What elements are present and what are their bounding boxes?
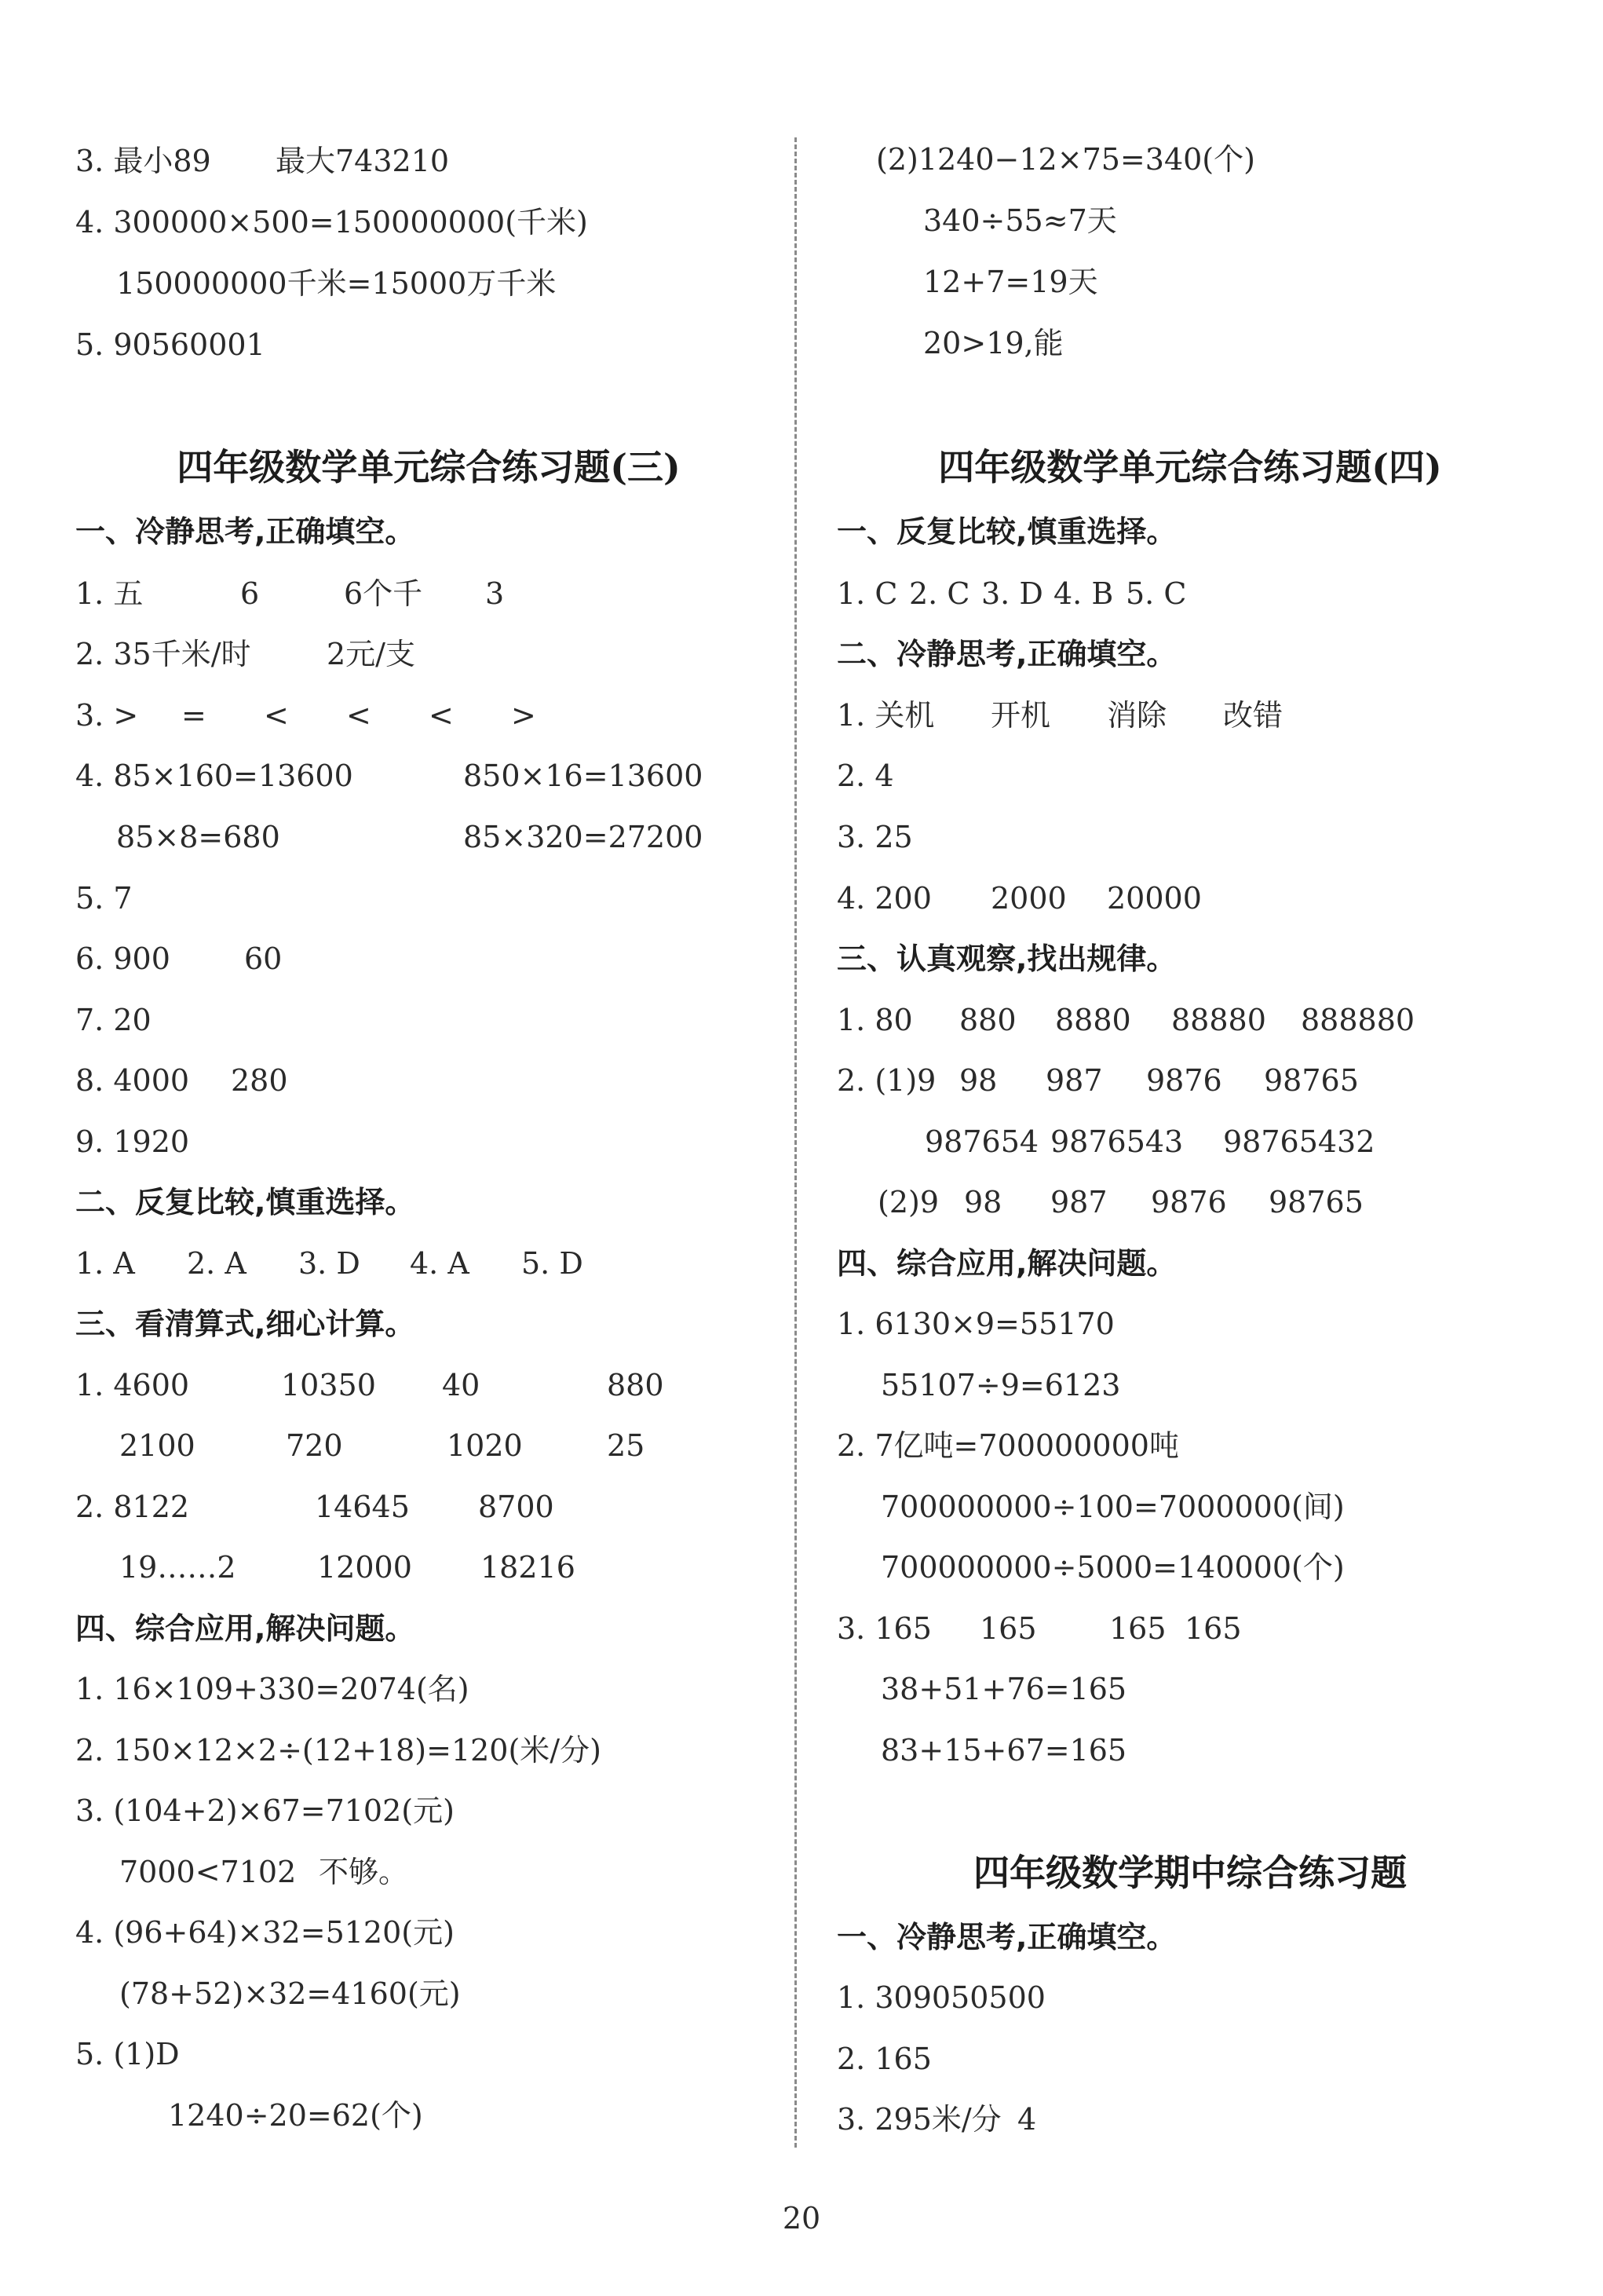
answer-line: 3. 25 — [837, 820, 913, 854]
answer-line: 1. C 2. C 3. D 4. B 5. C — [837, 576, 1187, 611]
answer-line: 4. 200 2000 20000 — [837, 881, 1202, 916]
answer-line: 2. 4 — [837, 759, 894, 793]
answer-line: 2100 720 1020 25 — [119, 1428, 645, 1463]
answer-line: 1. A 2. A 3. D 4. A 5. D — [75, 1246, 583, 1281]
answer-line: 3. 165 165 165 165 — [837, 1611, 1242, 1646]
section-heading: 一、反复比较,慎重选择。 — [837, 514, 1177, 549]
answer-line: 3. 295米/分 4 — [837, 2102, 1037, 2137]
section-heading: 三、认真观察,找出规律。 — [837, 941, 1177, 976]
answer-line: 1. 16×109+330=2074(名) — [75, 1672, 469, 1706]
answer-line: 3. > = < < < > — [75, 698, 536, 733]
section-heading: 一、冷静思考,正确填空。 — [837, 1920, 1177, 1954]
answer-line: 1. 80 880 8880 88880 888880 — [837, 1003, 1415, 1037]
answer-line: 2. 150×12×2÷(12+18)=120(米/分) — [75, 1733, 601, 1768]
section-title: 四年级数学单元综合练习题(三) — [177, 446, 681, 488]
section-title: 四年级数学单元综合练习题(四) — [938, 446, 1442, 488]
answer-line: (2)9 98 987 9876 98765 — [878, 1185, 1364, 1219]
answer-line: 2. 165 — [837, 2042, 932, 2076]
answer-line: 7. 20 — [75, 1003, 152, 1037]
answer-line: (78+52)×32=4160(元) — [119, 1976, 461, 2011]
answer-line: 1. 关机 开机 消除 改错 — [837, 698, 1283, 733]
answer-line: 150000000千米=15000万千米 — [116, 266, 557, 301]
answer-line: 4. 85×160=13600 850×16=13600 — [75, 759, 703, 793]
answer-line: 1. 309050500 — [837, 1980, 1046, 2015]
answer-line: 9. 1920 — [75, 1124, 190, 1159]
section-heading: 四、综合应用,解决问题。 — [75, 1611, 415, 1646]
answer-line: 2. 35千米/时 2元/支 — [75, 637, 415, 671]
answer-line: 8. 4000 280 — [75, 1063, 288, 1098]
section-heading: 三、看清算式,细心计算。 — [75, 1307, 415, 1341]
answer-line: 55107÷9=6123 — [881, 1368, 1121, 1402]
answer-line: 7000<7102 不够。 — [119, 1855, 409, 1889]
answer-line: 2. 8122 14645 8700 — [75, 1490, 554, 1524]
answer-line: 85×8=680 85×320=27200 — [116, 820, 703, 854]
answer-line: 700000000÷5000=140000(个) — [881, 1550, 1345, 1585]
answer-line: 2. 7亿吨=700000000吨 — [837, 1428, 1179, 1463]
section-heading: 二、冷静思考,正确填空。 — [837, 637, 1177, 671]
answer-line: 19……2 12000 18216 — [119, 1550, 575, 1585]
answer-line: 1. 五 6 6个千 3 — [75, 576, 505, 611]
section-heading: 四、综合应用,解决问题。 — [837, 1246, 1177, 1281]
answer-line: 700000000÷100=7000000(间) — [881, 1490, 1345, 1524]
answer-line: 5. 90560001 — [75, 327, 265, 362]
answer-line: 5. 7 — [75, 881, 133, 916]
section-heading: 二、反复比较,慎重选择。 — [75, 1185, 415, 1219]
answer-line: 1240÷20=62(个) — [168, 2098, 423, 2133]
answer-line: 83+15+67=165 — [881, 1733, 1127, 1768]
answer-line: 3. (104+2)×67=7102(元) — [75, 1793, 455, 1828]
answer-line: 2. (1)9 98 987 9876 98765 — [837, 1063, 1359, 1098]
answer-line: 1. 6130×9=55170 — [837, 1307, 1115, 1341]
section-title: 四年级数学期中综合练习题 — [973, 1852, 1407, 1894]
answer-line: 6. 900 60 — [75, 941, 283, 976]
answer-line: 3. 最小89 最大743210 — [75, 144, 450, 178]
answer-line: (2)1240−12×75=340(个) — [876, 142, 1255, 177]
answer-line: 987654 9876543 98765432 — [925, 1124, 1375, 1159]
answer-line: 4. 300000×500=150000000(千米) — [75, 205, 588, 239]
section-heading: 一、冷静思考,正确填空。 — [75, 514, 415, 549]
answer-line: 5. (1)D — [75, 2037, 180, 2071]
answer-line: 1. 4600 10350 40 880 — [75, 1368, 664, 1402]
answer-line: 340÷55≈7天 — [923, 203, 1117, 238]
answer-line: 4. (96+64)×32=5120(元) — [75, 1915, 455, 1950]
column-divider — [794, 137, 797, 2148]
answer-line: 12+7=19天 — [923, 265, 1098, 299]
page-number: 20 — [782, 2201, 821, 2236]
answer-line: 20>19,能 — [923, 326, 1064, 360]
answer-line: 38+51+76=165 — [881, 1672, 1127, 1706]
